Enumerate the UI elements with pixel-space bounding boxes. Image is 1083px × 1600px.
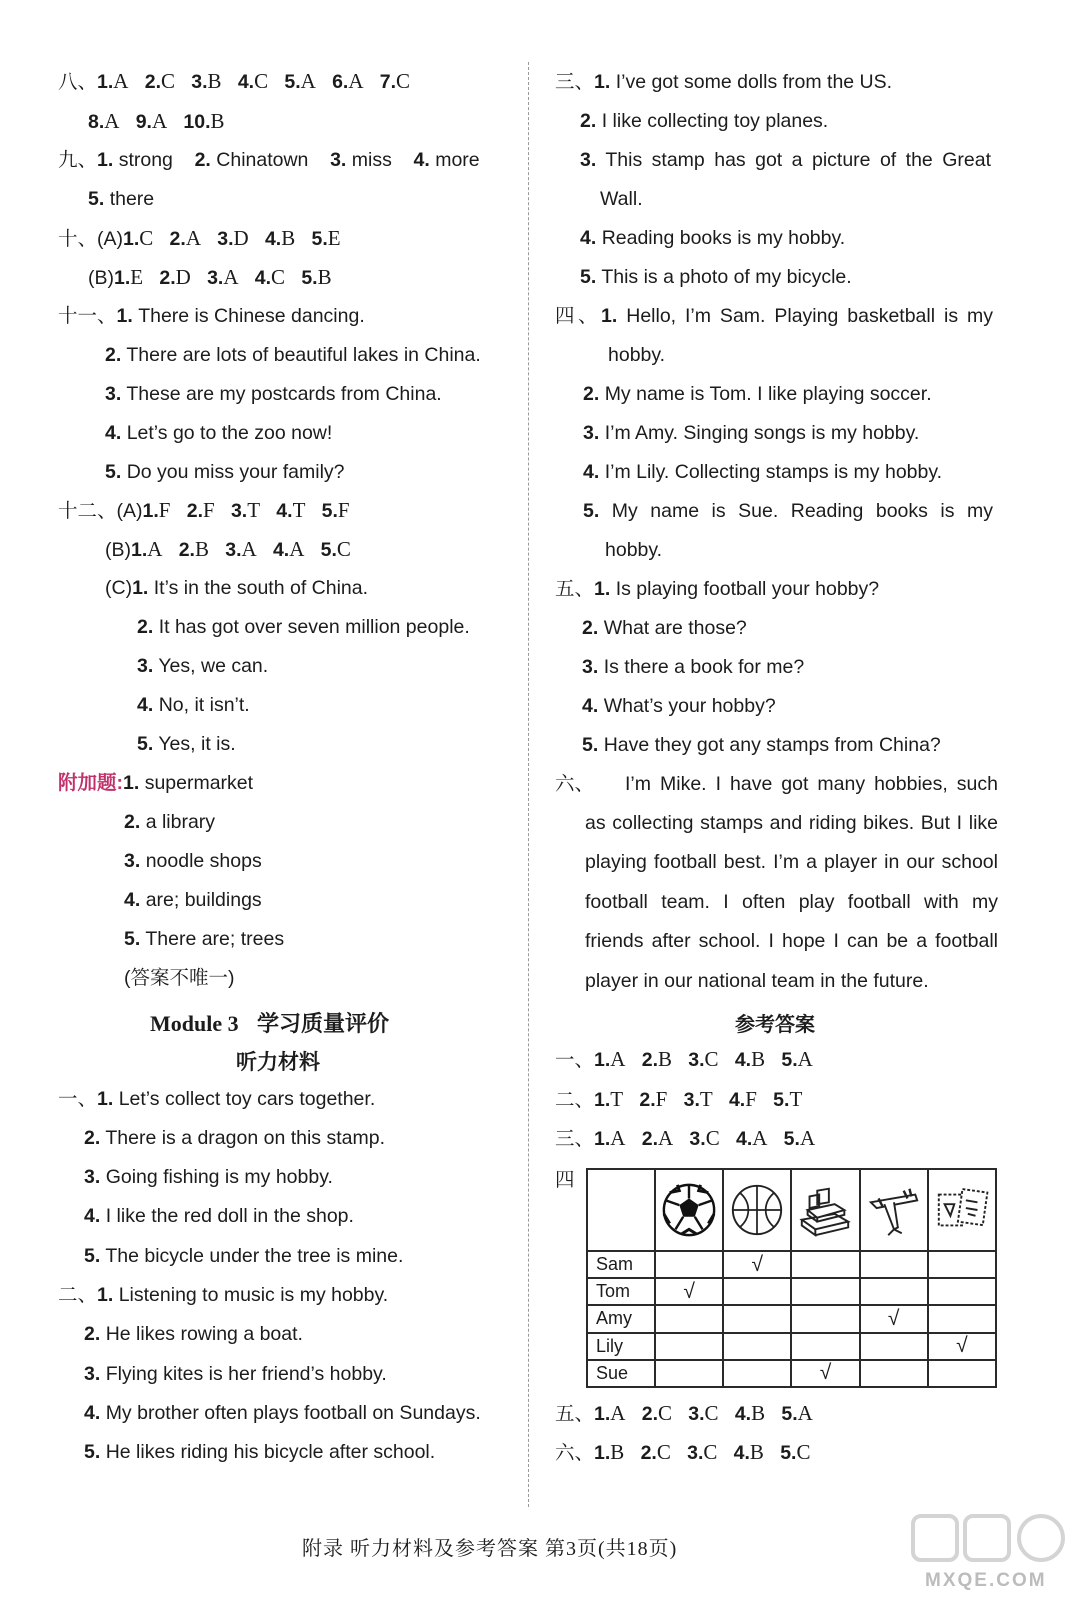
listening-3-item: 3. This stamp has got a picture of the Great <box>580 149 991 171</box>
passage-line: I’m Mike. I have got many hobbies, such <box>625 773 998 795</box>
table-header-row <box>587 1169 996 1251</box>
answers-6: 六、1.B 2.C 3.C 4.B 5.C <box>555 1440 811 1464</box>
listening-4-item: 5. My name is Sue. Reading books is my <box>583 500 993 522</box>
hobby-table <box>586 1168 997 1388</box>
section-12c-item: 3. Yes, we can. <box>137 655 269 677</box>
bonus-item: 附加题:1. supermarket <box>58 772 254 794</box>
answers-2: 二、1.T 2.F 3.T 4.F 5.T <box>555 1087 803 1111</box>
section-12a-answers: 十二、(A)1.F 2.F 3.T 4.T 5.F <box>58 498 350 522</box>
listening-2-item: 2. He likes rowing a boat. <box>84 1323 303 1345</box>
section-11-item: 4. Let’s go to the zoo now! <box>105 422 333 444</box>
bonus-item: 3. noodle shops <box>124 850 262 872</box>
table-row: Tom √ <box>587 1278 996 1305</box>
listening-2-item: 5. He likes riding his bicycle after school. <box>84 1441 436 1463</box>
section-12c-item: 4. No, it isn’t. <box>137 694 250 716</box>
basketball-icon <box>728 1181 786 1239</box>
listening-4-item: 4. I’m Lily. Collecting stamps is my hobby. <box>583 461 943 483</box>
listening-3-item: 4. Reading books is my hobby. <box>580 227 846 249</box>
listening-1-item: 2. There is a dragon on this stamp. <box>84 1127 385 1149</box>
listening-5-item: 5. Have they got any stamps from China? <box>582 734 941 756</box>
bonus-label: 附加题: <box>58 772 123 794</box>
listening-3-item: 2. I like collecting toy planes. <box>580 110 829 132</box>
section-11-item: 十一、1. There is Chinese dancing. <box>58 305 365 327</box>
listening-4-item-cont: hobby. <box>608 344 666 366</box>
bonus-item: 2. a library <box>124 811 216 833</box>
answers-4-label: 四 <box>555 1169 575 1191</box>
listening-2-item: 3. Flying kites is her friend’s hobby. <box>84 1363 387 1385</box>
passage-line: as collecting stamps and riding bikes. But I like <box>585 812 998 834</box>
listening-4-item: 2. My name is Tom. I like playing soccer. <box>583 383 932 405</box>
listening-3-item: 5. This is a photo of my bicycle. <box>580 266 852 288</box>
books-icon <box>796 1181 854 1239</box>
listening-1-item: 4. I like the red doll in the shop. <box>84 1205 354 1227</box>
listening-3-item-cont: Wall. <box>600 188 643 210</box>
stamps-icon <box>933 1181 991 1239</box>
listening-5-item: 4. What’s your hobby? <box>582 695 776 717</box>
answers-3: 三、1.A 2.A 3.C 4.A 5.A <box>555 1126 816 1150</box>
section-label: 八、 <box>58 71 98 93</box>
section-12c-item: 2. It has got over seven million people. <box>137 616 470 638</box>
table-row: Lily √ <box>587 1333 996 1360</box>
listening-1-item: 3. Going fishing is my hobby. <box>84 1166 333 1188</box>
section-12b-answers: (B)1.A 2.B 3.A 4.A 5.C <box>105 537 351 561</box>
listening-4-item: 四、1. Hello, I’m Sam. Playing basketball is my <box>555 305 993 327</box>
section-9-answers: 九、1. strong 2. Chinatown 3. miss 4. more <box>58 149 480 171</box>
toy-plane-icon <box>865 1181 923 1239</box>
section-9-answers-cont: 5. there <box>88 188 155 210</box>
listening-title: 听力材料 <box>236 1051 320 1074</box>
listening-4-item-cont: hobby. <box>605 539 663 561</box>
bonus-item: 5. There are; trees <box>124 928 285 950</box>
passage-line: football team. I often play football with my <box>585 891 998 913</box>
listening-3-item: 三、1. I’ve got some dolls from the US. <box>555 71 893 93</box>
section-8-answers: 八、1.A 2.C 3.B 4.C 5.A 6.A 7.C <box>58 69 411 93</box>
section-11-item: 3. These are my postcards from China. <box>105 383 442 405</box>
section-10b-answers: (B)1.E 2.D 3.A 4.C 5.B <box>88 265 332 289</box>
bonus-note: (答案不唯一) <box>124 967 235 989</box>
listening-1-item: 5. The bicycle under the tree is mine. <box>84 1245 404 1267</box>
answers-5: 五、1.A 2.C 3.C 4.B 5.A <box>555 1401 813 1425</box>
listening-1-item: 一、1. Let’s collect toy cars together. <box>58 1088 376 1110</box>
listening-4-item: 3. I’m Amy. Singing songs is my hobby. <box>583 422 920 444</box>
listening-5-item: 3. Is there a book for me? <box>582 656 805 678</box>
watermark-text: MXQE.COM <box>925 1570 1047 1591</box>
section-8-answers-cont: 8.A 9.A 10.B <box>88 109 225 133</box>
answers-1: 一、1.A 2.B 3.C 4.B 5.A <box>555 1047 813 1071</box>
table-row: Amy √ <box>587 1305 996 1332</box>
listening-5-item: 五、1. Is playing football your hobby? <box>555 578 880 600</box>
bonus-item: 4. are; buildings <box>124 889 262 911</box>
section-10a-answers: 十、(A)1.C 2.A 3.D 4.B 5.E <box>58 226 341 250</box>
listening-5-item: 2. What are those? <box>582 617 747 639</box>
passage-line: friends after school. I hope I can be a football <box>585 930 998 952</box>
section-11-item: 5. Do you miss your family? <box>105 461 345 483</box>
page-footer: 附录 听力材料及参考答案 第3页(共18页) <box>302 1538 678 1560</box>
section-12c-item: 5. Yes, it is. <box>137 733 236 755</box>
module-title: Module 3 学习质量评价 <box>150 1011 389 1036</box>
listening-2-item: 4. My brother often plays football on Sundays. <box>84 1402 481 1424</box>
column-divider <box>528 62 529 1507</box>
passage-line: player in our national team in the future. <box>585 970 929 992</box>
listening-2-item: 二、1. Listening to music is my hobby. <box>58 1284 389 1306</box>
table-row: Sam √ <box>587 1251 996 1278</box>
answers-title: 参考答案 <box>735 1014 815 1036</box>
listening-6-label: 六、 <box>555 773 595 795</box>
section-11-item: 2. There are lots of beautiful lakes in China. <box>105 344 481 366</box>
table-row: Sue √ <box>587 1360 996 1387</box>
soccer-ball-icon <box>660 1181 718 1239</box>
section-12c-item: (C)1. It’s in the south of China. <box>105 577 369 599</box>
passage-line: playing football best. I’m a player in our school <box>585 851 998 873</box>
